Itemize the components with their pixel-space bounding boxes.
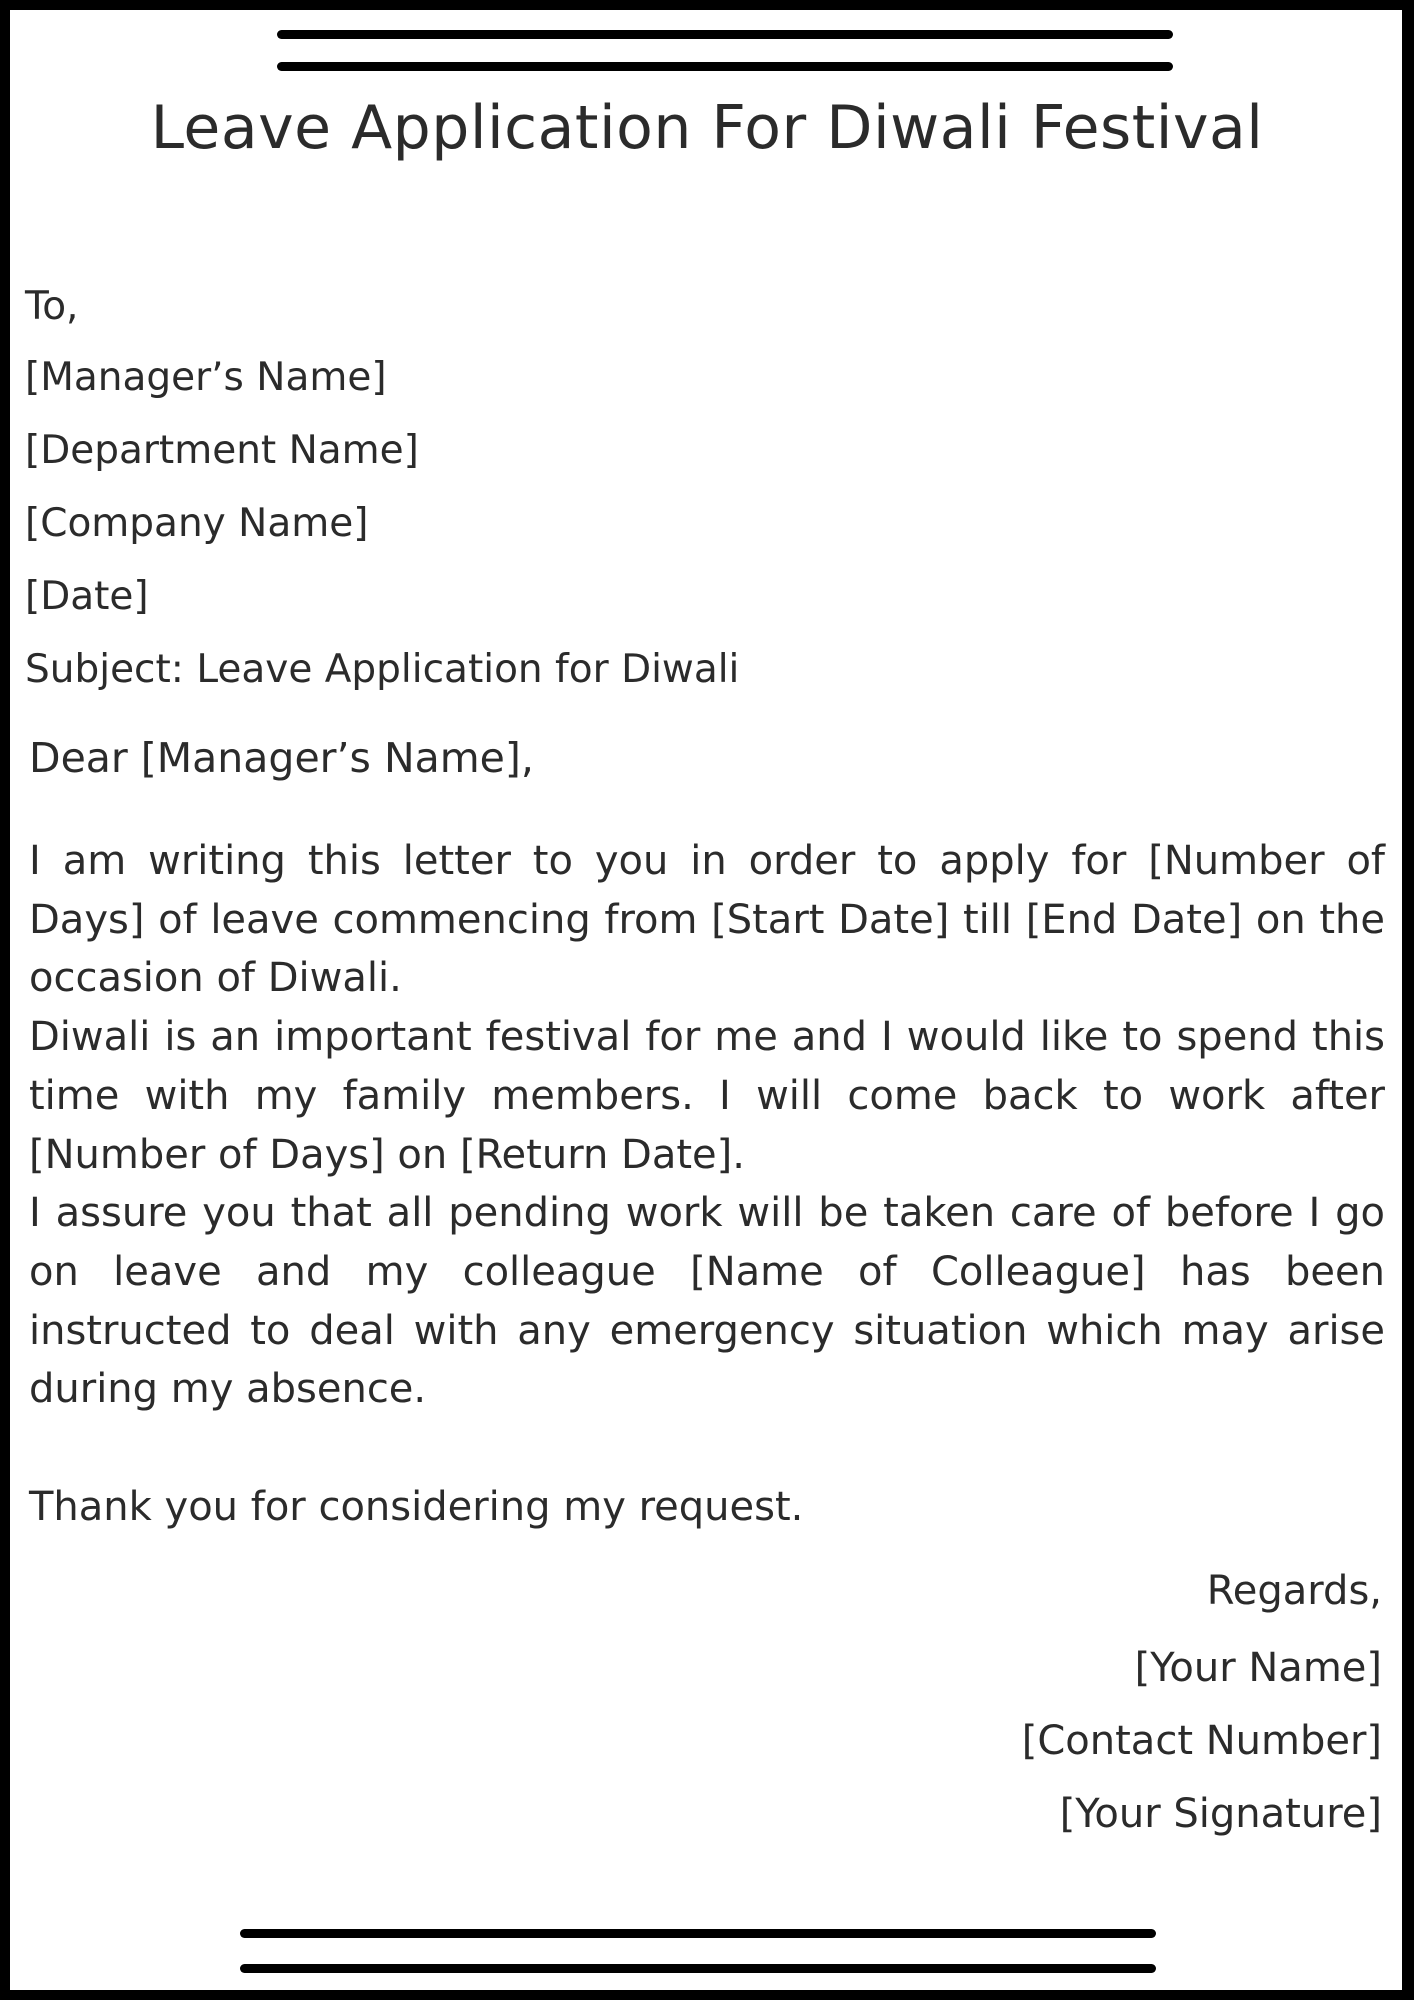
sign-off-regards: Regards, [1206,1568,1382,1614]
body-paragraph: I assure you that all pending work will be taken care of before I go on leave and my colleague [Name of Colleague] has been instructed to deal with any emergency situation which may arise during my absence. [29,1190,1385,1413]
recipient-manager: [Manager’s Name] [25,355,387,400]
body-paragraph: I am writing this letter to you in order to apply for [Number of Days] of leave commencing from [Start Date] till [End Date] on the occasion of Diwali. [29,838,1385,1002]
sign-off-contact: [Contact Number] [1021,1718,1382,1764]
top-divider-line [277,62,1173,71]
salutation: Dear [Manager’s Name], [29,734,534,782]
recipient-department: [Department Name] [25,428,419,473]
bottom-divider-line [240,1929,1156,1938]
closing-line: Thank you for considering my request. [29,1484,804,1530]
body-paragraph: Diwali is an important festival for me and I would like to spend this time with my family members. I will come back to work after [Number of Days] on [Return Date]. [29,1014,1385,1178]
subject-line: Subject: Leave Application for Diwali [25,647,740,692]
letter-body [29,832,1385,1419]
recipient-company: [Company Name] [25,501,369,546]
sign-off-signature: [Your Signature] [1059,1791,1382,1837]
sign-off-name: [Your Name] [1134,1645,1382,1691]
bottom-divider-line [240,1964,1156,1973]
recipient-to: To, [25,284,79,329]
recipient-date: [Date] [25,574,149,619]
document-title: Leave Application For Diwali Festival [150,93,1264,163]
top-divider-line [277,30,1173,39]
